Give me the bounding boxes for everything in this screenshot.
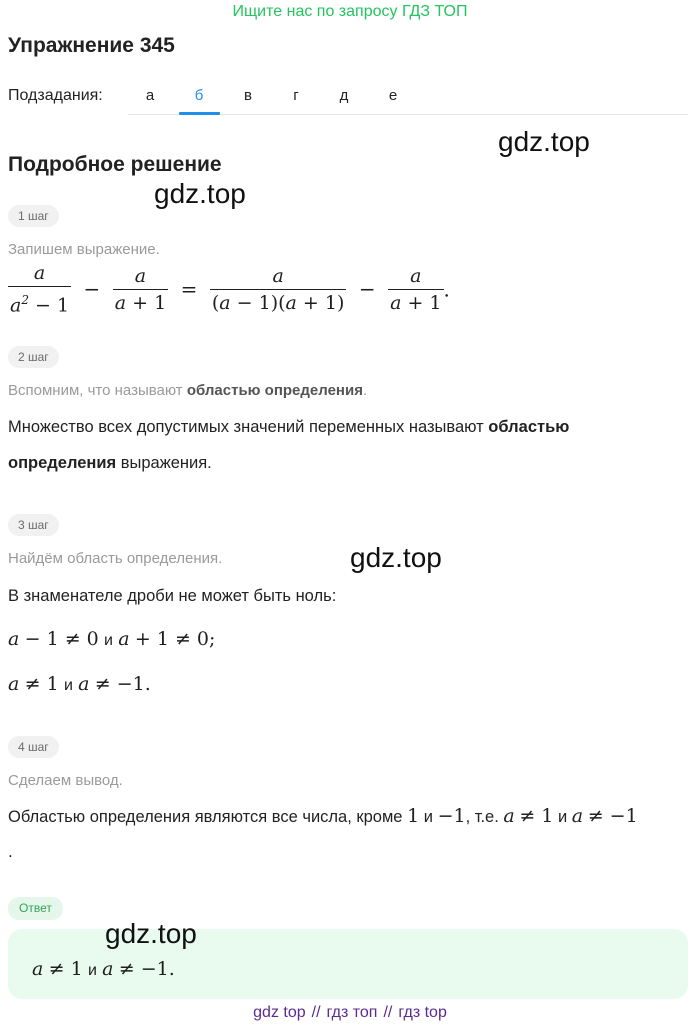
step-3-badge: 3 шаг: [8, 514, 59, 536]
step-3-result: a ≠ 1 и a ≠ −1.: [8, 673, 151, 695]
watermark: gdz.top: [498, 126, 590, 157]
watermark: gdz.top: [105, 918, 197, 949]
watermark: gdz.top: [154, 178, 246, 209]
step-2-hint: Вспомним, что называют областью определения.: [8, 382, 368, 399]
step-4-badge: 4 шаг: [8, 736, 59, 758]
step-1-badge: 1 шаг: [8, 205, 59, 227]
subtask-tab-d[interactable]: д: [339, 87, 349, 104]
subtask-tab-e[interactable]: е: [388, 87, 398, 104]
answer-badge: Ответ: [8, 897, 63, 920]
subtask-tab-b[interactable]: б: [194, 87, 204, 104]
step-1-hint: Запишем выражение.: [8, 241, 160, 258]
subtasks-label: Подзадания:: [8, 87, 103, 104]
top-banner: Ищите нас по запросу ГДЗ ТОП: [232, 3, 468, 20]
step-4-tail: .: [8, 842, 13, 861]
footer-link[interactable]: гдз топ: [326, 1004, 378, 1021]
subtask-tab-v[interactable]: в: [244, 87, 252, 104]
footer-links: gdz top // гдз топ // гдз top: [253, 1004, 447, 1021]
page-title: Упражнение 345: [8, 34, 175, 57]
step-3-condition: a − 1 ≠ 0 и a + 1 ≠ 0;: [8, 628, 216, 650]
step-3-text: В знаменателе дроби не может быть ноль:: [8, 587, 337, 605]
step-2-badge: 2 шаг: [8, 346, 59, 368]
footer-link[interactable]: gdz top: [253, 1004, 306, 1021]
step-2-definition: Множество всех допустимых значений переменных называют областью определения выражения.: [8, 418, 570, 472]
section-title: Подробное решение: [8, 153, 222, 176]
active-tab-indicator: [179, 112, 220, 115]
step-4-hint: Сделаем вывод.: [8, 772, 123, 789]
subtask-tab-g[interactable]: г: [293, 87, 299, 104]
step-4-conclusion: Областью определения являются все числа, кроме 1 и −1, т.е. a ≠ 1 и a ≠ −1: [8, 805, 638, 827]
answer-expression: a ≠ 1 и a ≠ −1.: [32, 958, 175, 980]
subtask-tab-a[interactable]: а: [145, 87, 155, 104]
step-3-hint: Найдём область определения.: [8, 550, 223, 567]
step-1-expression: $\frac{a}{a^2 - 1}$ − $\frac{a}{a + 1}$ = $\frac{a}{(a - 1)(a + 1)}$ − $\frac{a}{a + 1}$ .: [10, 262, 450, 317]
watermark: gdz.top: [350, 542, 442, 573]
footer-link[interactable]: гдз top: [398, 1004, 447, 1021]
